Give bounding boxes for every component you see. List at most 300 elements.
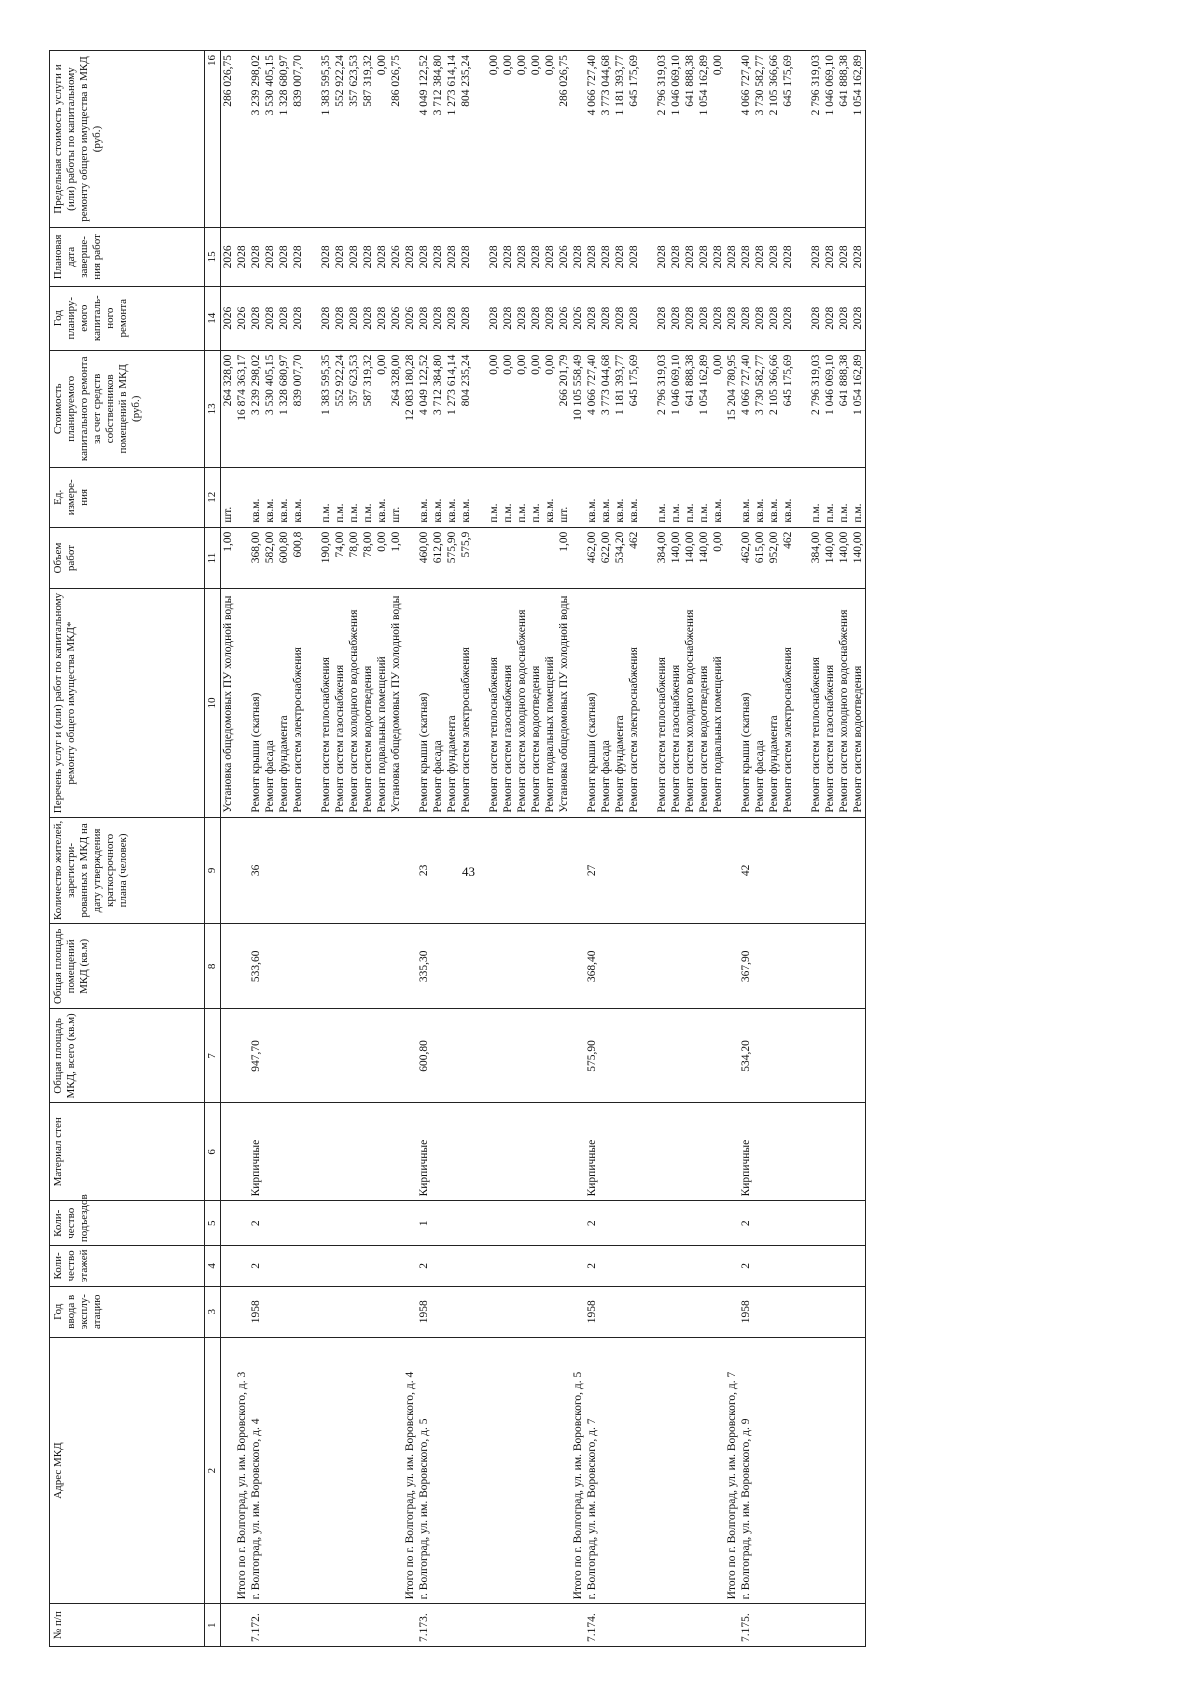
cell-area-rooms xyxy=(851,924,866,1009)
cell-area-rooms xyxy=(683,924,697,1009)
cell-cost: 3 239 298,02 xyxy=(249,350,263,467)
cell-num: 7.172. xyxy=(249,1604,263,1647)
cell-area: 534,20 xyxy=(739,1009,753,1103)
cell-work: Установка общедомовых ПУ холодной воды xyxy=(389,589,403,817)
cell-num xyxy=(571,1604,585,1647)
work-row xyxy=(739,51,753,1647)
cell-num xyxy=(277,1604,291,1647)
cell-floors xyxy=(445,1246,459,1287)
cell-address xyxy=(599,1337,613,1604)
cell-e: 2028 xyxy=(725,228,739,287)
cell-num xyxy=(319,1604,333,1647)
cell-entrances xyxy=(361,1201,375,1246)
cell-year xyxy=(305,1286,319,1337)
cell-address xyxy=(627,1337,641,1604)
cell-y: 2028 xyxy=(529,286,543,350)
cell-vol: 582,00 xyxy=(263,527,277,589)
cell-lim: 3 712 384,80 xyxy=(431,51,445,228)
cell-material xyxy=(529,1103,543,1201)
cell-y: 2028 xyxy=(627,286,641,350)
cell-vol: 140,00 xyxy=(669,527,683,589)
cell-unit: п.м. xyxy=(697,467,711,527)
cell-area-rooms xyxy=(669,924,683,1009)
cell-y: 2028 xyxy=(823,286,837,350)
cell-work: Ремонт крыши (скатная) xyxy=(585,589,599,817)
cell-year xyxy=(291,1286,305,1337)
cell-unit: п.м. xyxy=(347,467,361,527)
cell-work: Ремонт фундамента xyxy=(767,589,781,817)
cell-year xyxy=(655,1286,669,1337)
cell-year xyxy=(823,1286,837,1337)
cell-y: 2028 xyxy=(431,286,445,350)
cell-e: 2028 xyxy=(711,228,725,287)
column-header-7: Общая площадь МКД, всего (кв.м) xyxy=(50,1009,205,1103)
spacer-row xyxy=(305,51,319,1647)
cell-lim: 0,00 xyxy=(487,51,501,228)
cell-material xyxy=(221,1103,236,1201)
cell-material xyxy=(753,1103,767,1201)
cell-work: Установка общедомовых ПУ холодной воды xyxy=(221,589,236,817)
cell-num xyxy=(613,1604,627,1647)
cell-lim: 804 235,24 xyxy=(459,51,473,228)
cell-e: 2028 xyxy=(417,228,431,287)
cell-num xyxy=(543,1604,557,1647)
cell-e: 2028 xyxy=(375,228,389,287)
cell-address xyxy=(291,1337,305,1604)
cell-cost: 1 046 069,10 xyxy=(823,350,837,467)
cell-floors xyxy=(571,1246,585,1287)
carry-over-row xyxy=(221,51,236,1647)
cell-e: 2026 xyxy=(557,228,571,287)
cell-work: Ремонт фундамента xyxy=(277,589,291,817)
cell-lim: 0,00 xyxy=(529,51,543,228)
column-header-8: Общая площадь помещений МКД (кв.м) xyxy=(50,924,205,1009)
cell-cost: 266 201,79 xyxy=(557,350,571,467)
cell-area-rooms xyxy=(445,924,459,1009)
cell-entrances xyxy=(795,1201,809,1246)
cell-floors xyxy=(529,1246,543,1287)
work-row xyxy=(585,51,599,1647)
cell-entrances: 1 xyxy=(417,1201,431,1246)
cell-year xyxy=(753,1286,767,1337)
rotated-table-sheet xyxy=(49,50,1194,1647)
cell-y: 2028 xyxy=(781,286,795,350)
cell-floors xyxy=(627,1246,641,1287)
cell-floors xyxy=(655,1246,669,1287)
work-row xyxy=(599,51,613,1647)
cell-area xyxy=(319,1009,333,1103)
cell-floors xyxy=(725,1246,739,1287)
cell-year xyxy=(235,1286,249,1337)
cell-y: 2028 xyxy=(851,286,866,350)
cell-unit: кв.м. xyxy=(417,467,431,527)
cell-e: 2028 xyxy=(501,228,515,287)
cell-material xyxy=(291,1103,305,1201)
work-row xyxy=(445,51,459,1647)
cell-unit: п.м. xyxy=(823,467,837,527)
cell-unit: кв.м. xyxy=(599,467,613,527)
cell-vol: 462 xyxy=(627,527,641,589)
cell-num xyxy=(347,1604,361,1647)
cell-vol: 368,00 xyxy=(249,527,263,589)
cell-work xyxy=(725,589,739,817)
work-row xyxy=(431,51,445,1647)
cell-year: 1958 xyxy=(249,1286,263,1337)
cell-address xyxy=(823,1337,837,1604)
cell-cost: 552 922,24 xyxy=(333,350,347,467)
cell-year xyxy=(277,1286,291,1337)
cell-lim: 3 730 582,77 xyxy=(753,51,767,228)
column-number-11: 11 xyxy=(205,527,221,589)
cell-y: 2028 xyxy=(585,286,599,350)
cell-floors xyxy=(487,1246,501,1287)
cell-entrances xyxy=(767,1201,781,1246)
cell-address xyxy=(431,1337,445,1604)
cell-vol: 575,9 xyxy=(459,527,473,589)
spacer-row xyxy=(473,51,487,1647)
work-row xyxy=(375,51,389,1647)
cell-floors xyxy=(347,1246,361,1287)
cell-area-rooms xyxy=(319,924,333,1009)
cell-material xyxy=(515,1103,529,1201)
work-row xyxy=(753,51,767,1647)
cell-material xyxy=(809,1103,823,1201)
cell-floors xyxy=(557,1246,571,1287)
cell-lim: 2 796 319,03 xyxy=(655,51,669,228)
cell-entrances xyxy=(669,1201,683,1246)
cell-vol: 462,00 xyxy=(739,527,753,589)
cell-residents xyxy=(235,817,249,924)
cell-material xyxy=(319,1103,333,1201)
cell-lim: 0,00 xyxy=(501,51,515,228)
cell-cost: 16 874 363,17 xyxy=(235,350,249,467)
cell-floors xyxy=(641,1246,655,1287)
cell-lim: 1 383 595,35 xyxy=(319,51,333,228)
cell-num xyxy=(557,1604,571,1647)
cell-address xyxy=(389,1337,403,1604)
cell-unit: кв.м. xyxy=(375,467,389,527)
cell-vol: 78,00 xyxy=(361,527,375,589)
work-row xyxy=(529,51,543,1647)
cell-vol: 140,00 xyxy=(683,527,697,589)
cell-year xyxy=(221,1286,236,1337)
cell-y: 2028 xyxy=(445,286,459,350)
cell-cost: 641 888,38 xyxy=(837,350,851,467)
cell-entrances: 2 xyxy=(739,1201,753,1246)
work-row xyxy=(627,51,641,1647)
cell-address xyxy=(515,1337,529,1604)
cell-address xyxy=(501,1337,515,1604)
cell-num xyxy=(655,1604,669,1647)
cell-work: Ремонт фасада xyxy=(263,589,277,817)
column-number-7: 7 xyxy=(205,1009,221,1103)
cell-floors xyxy=(767,1246,781,1287)
column-number-4: 4 xyxy=(205,1246,221,1287)
cell-area-rooms xyxy=(291,924,305,1009)
cell-cost xyxy=(795,350,809,467)
cell-unit: п.м. xyxy=(515,467,529,527)
cell-cost: 3 712 384,80 xyxy=(431,350,445,467)
cell-cost: 1 054 162,89 xyxy=(851,350,866,467)
cell-address: г. Волгоград, ул. им. Воровского, д. 9 xyxy=(739,1337,753,1604)
column-header-4: Коли-чество этажей xyxy=(50,1246,205,1287)
cell-address xyxy=(767,1337,781,1604)
cell-lim: 641 888,38 xyxy=(837,51,851,228)
cell-lim xyxy=(641,51,655,228)
cell-area xyxy=(375,1009,389,1103)
cell-material xyxy=(697,1103,711,1201)
cell-area xyxy=(683,1009,697,1103)
cell-year xyxy=(683,1286,697,1337)
cell-num xyxy=(753,1604,767,1647)
cell-entrances xyxy=(851,1201,866,1246)
cell-address xyxy=(221,1337,236,1604)
cell-residents xyxy=(221,817,236,924)
cell-residents xyxy=(851,817,866,924)
cell-floors xyxy=(851,1246,866,1287)
cell-residents xyxy=(613,817,627,924)
column-header-1: № п/п xyxy=(50,1604,205,1647)
cell-area-rooms xyxy=(403,924,417,1009)
cell-y: 2028 xyxy=(347,286,361,350)
cell-e: 2026 xyxy=(389,228,403,287)
cell-work: Ремонт систем газоснабжения xyxy=(823,589,837,817)
cell-area xyxy=(235,1009,249,1103)
cell-num xyxy=(305,1604,319,1647)
work-row xyxy=(781,51,795,1647)
cell-unit xyxy=(641,467,655,527)
cell-work xyxy=(795,589,809,817)
cell-y: 2028 xyxy=(683,286,697,350)
cell-address xyxy=(781,1337,795,1604)
cell-y xyxy=(473,286,487,350)
cell-e: 2028 xyxy=(319,228,333,287)
cell-num xyxy=(375,1604,389,1647)
cell-entrances xyxy=(333,1201,347,1246)
cell-e: 2028 xyxy=(571,228,585,287)
cell-area xyxy=(333,1009,347,1103)
building-total-row xyxy=(725,51,739,1647)
cell-lim: 286 026,75 xyxy=(221,51,236,228)
cell-cost: 0,00 xyxy=(375,350,389,467)
cell-cost: 641 888,38 xyxy=(683,350,697,467)
cell-residents xyxy=(361,817,375,924)
cell-area-rooms xyxy=(753,924,767,1009)
cell-address xyxy=(655,1337,669,1604)
cell-material xyxy=(795,1103,809,1201)
cell-entrances xyxy=(641,1201,655,1246)
cell-year xyxy=(697,1286,711,1337)
cell-area xyxy=(431,1009,445,1103)
column-number-6: 6 xyxy=(205,1103,221,1201)
cell-unit: кв.м. xyxy=(249,467,263,527)
cell-cost: 0,00 xyxy=(501,350,515,467)
column-header-3: Год ввода в эксплу-атацию xyxy=(50,1286,205,1337)
cell-material xyxy=(837,1103,851,1201)
cell-work: Ремонт систем водоотведения xyxy=(851,589,866,817)
cell-work: Ремонт систем электроснабжения xyxy=(291,589,305,817)
cell-area-rooms xyxy=(725,924,739,1009)
table-header-row xyxy=(50,51,205,1647)
cell-num xyxy=(669,1604,683,1647)
cell-unit: п.м. xyxy=(529,467,543,527)
cell-num xyxy=(529,1604,543,1647)
cell-area-rooms xyxy=(277,924,291,1009)
cell-address xyxy=(445,1337,459,1604)
cell-material xyxy=(599,1103,613,1201)
cell-unit: шт. xyxy=(557,467,571,527)
cell-area-rooms xyxy=(543,924,557,1009)
cell-material: Кирпичные xyxy=(739,1103,753,1201)
cell-area-rooms xyxy=(305,924,319,1009)
cell-entrances xyxy=(781,1201,795,1246)
cell-e: 2028 xyxy=(291,228,305,287)
cell-floors xyxy=(809,1246,823,1287)
cell-area xyxy=(291,1009,305,1103)
cell-unit: п.м. xyxy=(669,467,683,527)
cell-lim xyxy=(403,51,417,228)
cell-work: Ремонт фундамента xyxy=(613,589,627,817)
cell-e: 2028 xyxy=(235,228,249,287)
cell-entrances xyxy=(277,1201,291,1246)
cell-floors xyxy=(319,1246,333,1287)
cell-year: 1958 xyxy=(417,1286,431,1337)
cell-address xyxy=(697,1337,711,1604)
cell-cost: 2 796 319,03 xyxy=(655,350,669,467)
cell-area-rooms xyxy=(557,924,571,1009)
cell-floors xyxy=(543,1246,557,1287)
cell-cost: 15 204 780,95 xyxy=(725,350,739,467)
cell-lim: 839 007,70 xyxy=(291,51,305,228)
cell-area xyxy=(277,1009,291,1103)
cell-area-rooms xyxy=(473,924,487,1009)
cell-vol xyxy=(305,527,319,589)
cell-entrances xyxy=(697,1201,711,1246)
cell-unit: п.м. xyxy=(809,467,823,527)
column-header-12: Ед. измере-ния xyxy=(50,467,205,527)
cell-work: Установка общедомовых ПУ холодной воды xyxy=(557,589,571,817)
cell-area-rooms xyxy=(361,924,375,1009)
cell-work xyxy=(473,589,487,817)
cell-y: 2026 xyxy=(557,286,571,350)
cell-work xyxy=(571,589,585,817)
cell-address xyxy=(669,1337,683,1604)
cell-num xyxy=(809,1604,823,1647)
cell-floors xyxy=(795,1246,809,1287)
cell-unit: п.м. xyxy=(683,467,697,527)
cell-e: 2028 xyxy=(431,228,445,287)
cell-area-rooms xyxy=(347,924,361,1009)
cell-y: 2028 xyxy=(459,286,473,350)
cell-area-rooms xyxy=(431,924,445,1009)
cell-unit: п.м. xyxy=(655,467,669,527)
cell-area-rooms xyxy=(375,924,389,1009)
cell-residents xyxy=(767,817,781,924)
cell-num xyxy=(235,1604,249,1647)
cell-residents xyxy=(697,817,711,924)
cell-y: 2028 xyxy=(375,286,389,350)
cell-material xyxy=(669,1103,683,1201)
cell-address: Итого по г. Волгоград, ул. им. Воровского, д. 4 xyxy=(403,1337,417,1604)
cell-e: 2028 xyxy=(599,228,613,287)
cell-y: 2028 xyxy=(277,286,291,350)
cell-lim: 0,00 xyxy=(375,51,389,228)
cell-num xyxy=(627,1604,641,1647)
cell-work: Ремонт крыши (скатная) xyxy=(249,589,263,817)
cell-residents xyxy=(445,817,459,924)
cell-work: Ремонт крыши (скатная) xyxy=(739,589,753,817)
cell-cost: 3 730 582,77 xyxy=(753,350,767,467)
cell-unit xyxy=(235,467,249,527)
cell-cost: 0,00 xyxy=(487,350,501,467)
cell-vol: 140,00 xyxy=(837,527,851,589)
cell-lim: 1 046 069,10 xyxy=(823,51,837,228)
cell-floors xyxy=(613,1246,627,1287)
cell-vol xyxy=(473,527,487,589)
cell-residents xyxy=(487,817,501,924)
cell-area xyxy=(641,1009,655,1103)
cell-cost: 0,00 xyxy=(711,350,725,467)
cell-entrances xyxy=(599,1201,613,1246)
cell-floors xyxy=(753,1246,767,1287)
cell-area-rooms xyxy=(837,924,851,1009)
work-row xyxy=(347,51,361,1647)
cell-material: Кирпичные xyxy=(417,1103,431,1201)
cell-y: 2028 xyxy=(767,286,781,350)
cell-area-rooms xyxy=(795,924,809,1009)
cell-work: Ремонт систем теплоснабжения xyxy=(809,589,823,817)
cell-floors xyxy=(823,1246,837,1287)
cell-vol: 140,00 xyxy=(697,527,711,589)
work-row xyxy=(249,51,263,1647)
cell-y: 2028 xyxy=(725,286,739,350)
cell-area-rooms xyxy=(235,924,249,1009)
cell-work: Ремонт систем теплоснабжения xyxy=(319,589,333,817)
cell-area xyxy=(767,1009,781,1103)
cell-year xyxy=(333,1286,347,1337)
cell-num xyxy=(683,1604,697,1647)
cell-unit xyxy=(571,467,585,527)
work-row xyxy=(683,51,697,1647)
cell-area xyxy=(613,1009,627,1103)
cell-vol: 0,00 xyxy=(711,527,725,589)
cell-floors xyxy=(361,1246,375,1287)
cell-lim: 645 175,69 xyxy=(781,51,795,228)
cell-year xyxy=(795,1286,809,1337)
cell-e: 2028 xyxy=(445,228,459,287)
building-total-row xyxy=(403,51,417,1647)
cell-unit: п.м. xyxy=(501,467,515,527)
column-number-10: 10 xyxy=(205,589,221,817)
cell-num xyxy=(851,1604,866,1647)
cell-num xyxy=(459,1604,473,1647)
cell-address xyxy=(753,1337,767,1604)
cell-num xyxy=(221,1604,236,1647)
cell-unit: кв.м. xyxy=(277,467,291,527)
cell-floors xyxy=(459,1246,473,1287)
cell-year xyxy=(809,1286,823,1337)
cell-cost: 804 235,24 xyxy=(459,350,473,467)
work-row xyxy=(543,51,557,1647)
cell-area xyxy=(753,1009,767,1103)
cell-year xyxy=(459,1286,473,1337)
cell-material: Кирпичные xyxy=(249,1103,263,1201)
cell-material xyxy=(613,1103,627,1201)
cell-material xyxy=(361,1103,375,1201)
cell-y: 2028 xyxy=(361,286,375,350)
cell-lim: 4 066 727,40 xyxy=(585,51,599,228)
cell-area xyxy=(627,1009,641,1103)
